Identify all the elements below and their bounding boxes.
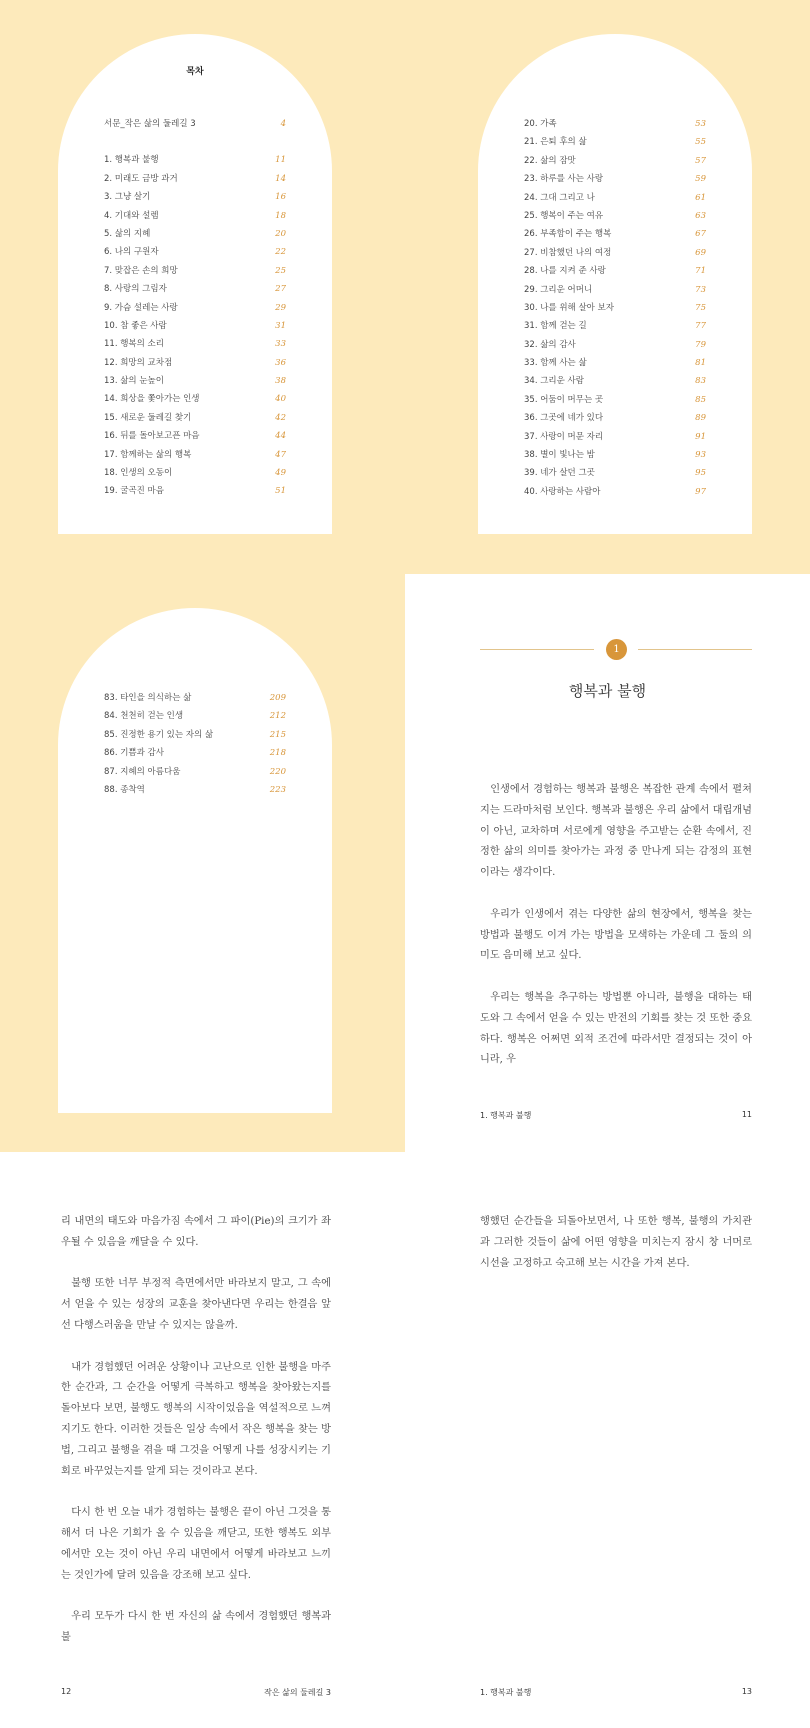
toc-item-label: 6. 나의 구원자 xyxy=(104,247,159,258)
toc-item[interactable] xyxy=(104,245,286,263)
toc-item-page-number: 93 xyxy=(695,450,706,461)
chapter-number-badge: 1 xyxy=(606,639,627,660)
toc-item[interactable] xyxy=(104,411,286,429)
toc-item-label: 39. 네가 살던 그곳 xyxy=(524,468,595,479)
toc-item-page-number: 22 xyxy=(275,247,286,258)
toc-item[interactable] xyxy=(104,484,286,502)
toc-item-label: 26. 부족함이 주는 행복 xyxy=(524,229,612,240)
toc-item-page-number: 97 xyxy=(695,486,706,497)
body-paragraph: 우리가 인생에서 겪는 다양한 삶의 현장에서, 행복을 찾는 방법과 불행도 이겨 가는 방법을 모색하는 가운데 그 둘의 의미도 음미해 보고 싶다. xyxy=(480,908,752,962)
toc-item-page-number: 36 xyxy=(275,357,286,368)
toc-item-page-number: 75 xyxy=(695,302,706,313)
toc-item-label: 3. 그냥 살기 xyxy=(104,192,151,203)
toc-item-page-number: 77 xyxy=(695,321,706,332)
toc-item-page-number: 33 xyxy=(275,339,286,350)
toc-item-label: 34. 그리운 사람 xyxy=(524,376,584,387)
toc-item[interactable] xyxy=(524,411,706,429)
toc-item-label: 18. 인생의 오동이 xyxy=(104,468,173,479)
toc-panel-3 xyxy=(0,574,405,1152)
toc-item-page-number: 57 xyxy=(695,155,706,166)
toc-item-label: 88. 종착역 xyxy=(104,784,145,795)
toc-item-label: 28. 나를 지켜 준 사랑 xyxy=(524,266,606,277)
toc-panel-2 xyxy=(405,0,810,574)
toc-item-page-number: 89 xyxy=(695,413,706,424)
page12-footer-page-number: 12 xyxy=(61,1687,72,1696)
toc-item-page-number: 91 xyxy=(695,431,706,442)
toc-item-page-number: 38 xyxy=(275,376,286,387)
toc-item-label: 21. 은퇴 후의 삶 xyxy=(524,137,587,148)
toc-item[interactable] xyxy=(524,117,706,135)
toc-item-page-number: 16 xyxy=(275,192,286,203)
body-paragraph: 다시 한 번 오늘 내가 경험하는 불행은 끝이 아닌 그것을 통해서 더 나은 기회가 올 수 있음을 깨닫고, 또한 행복도 외부에서만 오는 것이 아닌 우리 내면에서 어떻게 바라보고 느끼는 것인가에 달려 있음을 강조해 보고 싶다. xyxy=(61,1507,331,1581)
toc-item-page-number: 31 xyxy=(275,320,286,331)
toc-item-label: 32. 삶의 감사 xyxy=(524,339,576,350)
toc-item-page-number: 59 xyxy=(695,174,706,185)
toc-item[interactable] xyxy=(104,783,286,801)
toc-item[interactable] xyxy=(104,709,286,727)
toc-item-label: 10. 참 좋은 사람 xyxy=(104,320,167,331)
toc-item-label: 12. 희망의 교차점 xyxy=(104,357,173,368)
toc-item[interactable] xyxy=(104,356,286,374)
toc-item-page-number: 95 xyxy=(695,468,706,479)
toc-item[interactable] xyxy=(104,153,286,171)
toc-item[interactable] xyxy=(104,319,286,337)
toc-item-label: 19. 굴곡진 마음 xyxy=(104,486,164,497)
toc-item-page-number: 83 xyxy=(695,376,706,387)
toc-item[interactable] xyxy=(524,430,706,448)
toc-item-label: 31. 함께 걷는 길 xyxy=(524,321,587,332)
page11-footer-left: 1. 행복과 불행 xyxy=(480,1111,532,1120)
toc-item[interactable] xyxy=(104,466,286,484)
page11-footer-page-number: 11 xyxy=(741,1110,752,1119)
toc-item-page-number: 73 xyxy=(695,284,706,295)
toc-item[interactable] xyxy=(524,246,706,264)
toc-item-page-number: 209 xyxy=(269,693,286,703)
toc-item-label: 9. 가슴 설레는 사랑 xyxy=(104,302,178,313)
toc-item-page-number: 51 xyxy=(275,486,286,497)
toc-item-label: 2. 미래도 금방 과거 xyxy=(104,173,178,184)
toc-item-page-number: 27 xyxy=(275,284,286,295)
toc-item[interactable] xyxy=(524,301,706,319)
toc-item-page-number: 25 xyxy=(275,265,286,276)
toc-item-label: 23. 하루를 사는 사랑 xyxy=(524,174,604,185)
toc-item-label: 85. 진정한 용기 있는 자의 삶 xyxy=(104,729,214,740)
toc-item[interactable] xyxy=(104,282,286,300)
body-paragraph: 행했던 순간들을 되돌아보면서, 나 또한 행복, 불행의 가치관과 그러한 것들이 삶에 어떤 영향을 미치는지 잠시 창 너머로 시선을 고정하고 숙고해 보는 시간을 가져 본다. xyxy=(480,1216,752,1269)
toc-item-page-number: 69 xyxy=(695,247,706,258)
toc-item[interactable] xyxy=(524,393,706,411)
toc-preface-item[interactable] xyxy=(104,117,286,135)
toc-item[interactable] xyxy=(104,392,286,410)
toc-list-2 xyxy=(524,117,706,503)
toc-arch-3 xyxy=(58,608,332,1113)
toc-item-label: 37. 사랑이 머문 자리 xyxy=(524,431,604,442)
toc-item-label: 35. 어둠이 머무는 곳 xyxy=(524,394,604,405)
toc-item-page-number: 220 xyxy=(269,766,286,777)
toc-item-page-number: 81 xyxy=(695,358,706,369)
toc-item-page-number: 53 xyxy=(695,119,706,129)
toc-item-label: 29. 그리운 어머니 xyxy=(524,284,593,295)
chapter-title: 행복과 불행 xyxy=(568,682,647,700)
toc-item-page-number: 40 xyxy=(275,394,286,405)
toc-panel-1 xyxy=(0,0,405,574)
toc-item-label: 14. 희상을 쫓아가는 인생 xyxy=(104,394,200,405)
toc-item-label: 30. 나를 위해 살아 보자 xyxy=(524,302,615,313)
toc-list-3 xyxy=(104,691,286,801)
toc-item[interactable] xyxy=(524,209,706,227)
body-paragraph: 우리 모두가 다시 한 번 자신의 삶 속에서 경험했던 행복과 불 xyxy=(61,1611,331,1643)
toc-item[interactable] xyxy=(524,191,706,209)
toc-item-page-number: 18 xyxy=(275,210,286,221)
body-paragraph: 내가 경험했던 어려운 상황이나 고난으로 인한 불행을 마주한 순간과, 그 순간을 어떻게 극복하고 행복을 찾아왔는지를 돌아보다 보면, 불행도 행복의 시작이었음을 역설적으로 느껴지기도 한다. 이러한 것들은 일상 속에서 작은 행복을 찾는 방법, 그리고 불행을 겪을 때 그것을 어떻게 나를 성장시키는 기회로 바꾸었는지를 알게 되는 것이라고 본다. xyxy=(61,1361,331,1477)
toc-item-label: 86. 기쁨과 감사 xyxy=(104,748,164,759)
toc-item-label: 38. 별이 빛나는 밤 xyxy=(524,450,595,461)
toc-item-page-number: 71 xyxy=(695,266,706,277)
toc-item[interactable] xyxy=(104,429,286,447)
toc-item-page-number: 42 xyxy=(275,412,286,423)
toc-item[interactable] xyxy=(524,172,706,190)
body-paragraph: 우리는 행복을 추구하는 방법뿐 아니라, 불행을 대하는 태도와 그 속에서 얻을 수 있는 반전의 기회를 찾는 것 또한 중요하다. 행복은 어쩌면 외적 조건에 따라서만 결정되는 것이 아니라, 우 xyxy=(480,991,752,1066)
toc-item-label: 5. 삶의 지혜 xyxy=(104,228,151,239)
toc-item-label: 22. 삶의 잠맛 xyxy=(524,155,576,166)
toc-item[interactable] xyxy=(524,448,706,466)
toc-item-page-number: 44 xyxy=(275,431,286,442)
toc-item[interactable] xyxy=(524,485,706,503)
toc-item-page-number: 55 xyxy=(695,137,706,148)
toc-item[interactable] xyxy=(104,765,286,783)
toc-item-label: 16. 뒤를 돌아보고픈 마음 xyxy=(104,431,200,442)
toc-item[interactable] xyxy=(104,172,286,190)
body-paragraph: 불행 또한 너무 부정적 측면에서만 바라보지 말고, 그 속에서 얻을 수 있는 성장의 교훈을 찾아낸다면 우리는 한결음 앞선 다행스러움을 만날 수 있지는 않을까. xyxy=(61,1278,331,1331)
toc-item[interactable] xyxy=(104,190,286,208)
toc-item-page-number: 63 xyxy=(695,210,706,221)
toc-item[interactable] xyxy=(524,154,706,172)
toc-item[interactable] xyxy=(524,338,706,356)
toc-item-page-number: 14 xyxy=(275,173,286,184)
toc-item[interactable] xyxy=(524,466,706,484)
toc-item-label: 17. 함께하는 삶의 행복 xyxy=(104,449,192,460)
toc-item[interactable] xyxy=(104,301,286,319)
toc-item-label: 서문_작은 삶의 둘레길 3 xyxy=(104,119,196,129)
toc-item[interactable] xyxy=(104,209,286,227)
toc-item-label: 20. 가족 xyxy=(524,119,557,129)
page12-body-text xyxy=(61,1212,331,1670)
toc-item-label: 7. 맞잡은 손의 희망 xyxy=(104,265,178,276)
toc-item-label: 84. 천천히 걷는 인생 xyxy=(104,711,184,722)
body-paragraph: 인생에서 경험하는 행복과 불행은 복잡한 관계 속에서 펼쳐지는 드라마처럼 보인다. 행복과 불행은 우리 삶에서 대립개념이 아닌, 교차하며 서로에게 영향을 주고받는 순환 속에서, 진정한 삶의 의미를 찾아가는 과정 중 만나게 되는 감정의 표현이라는 생각이다. xyxy=(480,784,752,879)
toc-item-label: 33. 함께 사는 삶 xyxy=(524,358,587,369)
toc-item[interactable] xyxy=(524,356,706,374)
toc-item-label: 24. 그대 그리고 나 xyxy=(524,192,595,203)
toc-arch-1 xyxy=(58,34,332,534)
toc-item-label: 87. 지혜의 아름다움 xyxy=(104,766,181,777)
body-paragraph: 리 내면의 태도와 마음가짐 속에서 그 파이(Pie)의 크기가 좌우될 수 있음을 깨달을 수 있다. xyxy=(61,1216,331,1248)
toc-item[interactable] xyxy=(104,337,286,355)
page13-footer-page-number: 13 xyxy=(741,1687,752,1696)
toc-item-page-number: 223 xyxy=(269,784,286,795)
toc-item[interactable] xyxy=(104,728,286,746)
toc-item-label: 8. 사랑의 그림자 xyxy=(104,284,167,295)
toc-arch-2 xyxy=(478,34,752,534)
page12-footer-book-title: 작은 삶의 둘레길 3 xyxy=(264,1688,331,1697)
toc-item-label: 4. 기대와 설렘 xyxy=(104,210,159,221)
toc-item-label: 36. 그곳에 네가 있다 xyxy=(524,413,604,424)
toc-item-label: 40. 사랑하는 사람아 xyxy=(524,486,601,497)
toc-item[interactable] xyxy=(104,448,286,466)
toc-item-page-number: 4 xyxy=(280,119,286,129)
toc-item[interactable] xyxy=(104,746,286,764)
toc-list-1 xyxy=(104,117,286,503)
toc-item-page-number: 85 xyxy=(695,394,706,405)
toc-item-page-number: 29 xyxy=(275,302,286,313)
toc-item-page-number: 61 xyxy=(695,192,706,203)
toc-item[interactable] xyxy=(524,374,706,392)
toc-item-page-number: 215 xyxy=(269,729,286,740)
chapter-body-text xyxy=(480,780,752,1092)
toc-item[interactable] xyxy=(104,691,286,709)
toc-item[interactable] xyxy=(104,374,286,392)
toc-item-label: 27. 비참했던 나의 여정 xyxy=(524,247,612,258)
page13-body-text xyxy=(480,1212,752,1295)
toc-item-page-number: 49 xyxy=(275,468,286,479)
toc-item-label: 15. 새로운 둘레길 찾기 xyxy=(104,412,192,423)
toc-item-label: 11. 행복의 소리 xyxy=(104,339,164,350)
chapter-rule-left xyxy=(480,649,594,650)
toc-item-page-number: 20 xyxy=(275,228,286,239)
toc-item-label: 83. 타인을 의식하는 삶 xyxy=(104,693,192,703)
toc-item[interactable] xyxy=(524,319,706,337)
toc-item-page-number: 79 xyxy=(695,339,706,350)
page13-footer-left: 1. 행복과 불행 xyxy=(480,1688,532,1697)
toc-item-label: 13. 삶의 눈높이 xyxy=(104,376,164,387)
toc-item[interactable] xyxy=(524,227,706,245)
toc-item[interactable] xyxy=(524,264,706,282)
chapter-rule-right xyxy=(638,649,752,650)
toc-item[interactable] xyxy=(524,135,706,153)
toc-item[interactable] xyxy=(524,283,706,301)
toc-item-page-number: 11 xyxy=(275,155,286,166)
toc-item[interactable] xyxy=(104,264,286,282)
toc-item-page-number: 67 xyxy=(695,229,706,240)
toc-item-label: 1. 행복과 불행 xyxy=(104,155,159,166)
toc-item-page-number: 47 xyxy=(275,449,286,460)
toc-item-page-number: 212 xyxy=(269,711,286,722)
toc-item-label: 25. 행복이 주는 여유 xyxy=(524,210,604,221)
toc-title: 목차 xyxy=(186,67,204,77)
toc-item-page-number: 218 xyxy=(269,748,286,759)
toc-item[interactable] xyxy=(104,227,286,245)
